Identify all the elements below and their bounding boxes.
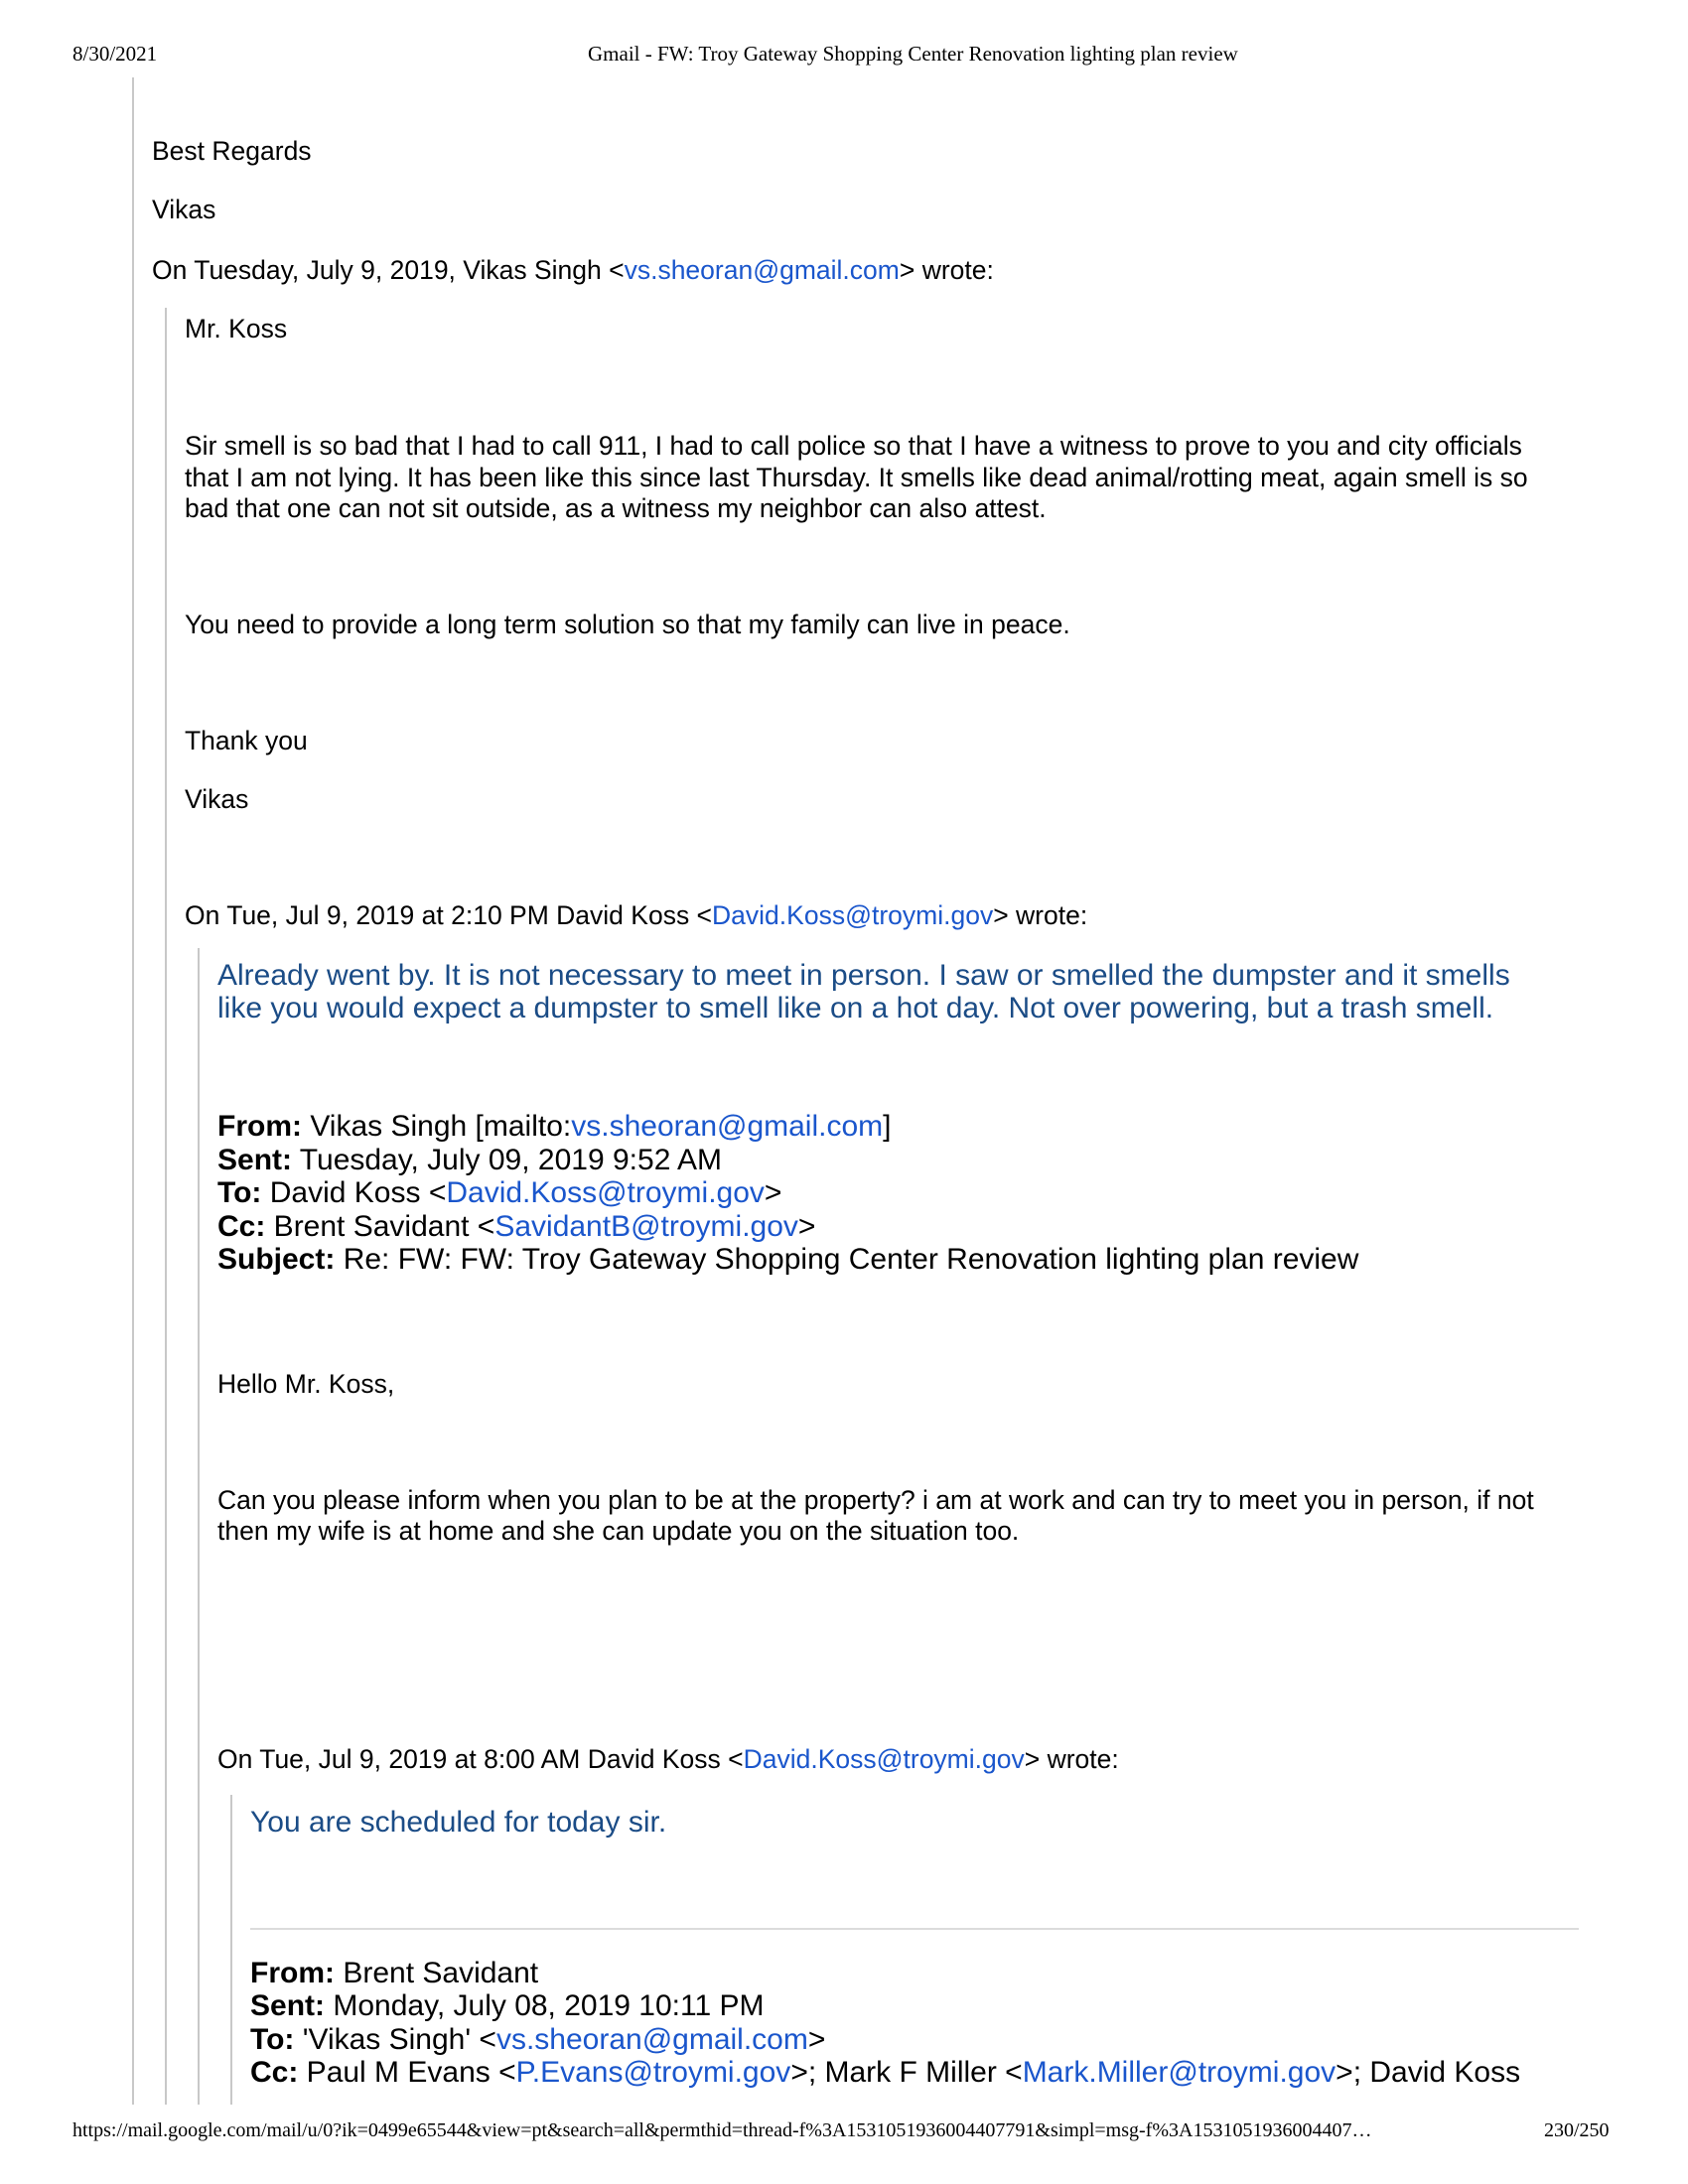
reply-line: You are scheduled for today sir. (250, 1806, 667, 1839)
sent-value: Monday, July 08, 2019 10:11 PM (325, 1989, 765, 2022)
cc-suffix: > (797, 1210, 816, 1243)
signature: Vikas (152, 195, 216, 224)
to-value: 'Vikas Singh' < (294, 2023, 496, 2056)
to-suffix: > (807, 2023, 826, 2056)
separator (250, 1928, 1579, 1930)
header-sent (217, 1144, 722, 1177)
email-link[interactable]: Mark.Miller@troymi.gov (1022, 2056, 1336, 2089)
cc-value: Paul M Evans < (298, 2056, 516, 2089)
email-link[interactable]: David.Koss@troymi.gov (712, 900, 994, 930)
quote-header-prefix: On Tue, Jul 9, 2019 at 2:10 PM David Koss < (185, 900, 713, 930)
subject-value: Re: FW: FW: Troy Gateway Shopping Center Renovation lighting plan review (335, 1243, 1359, 1276)
quote-bar-level-3 (198, 948, 200, 2105)
signature: Vikas (185, 784, 249, 814)
quote-header-prefix: On Tuesday, July 9, 2019, Vikas Singh < (152, 255, 625, 285)
to-label: To: (217, 1176, 262, 1209)
body-line-1: Can you please inform when you plan to be at the property? i am at work and can try to meet you in person, if not (217, 1485, 1534, 1515)
page-number: 230/250 (1544, 2119, 1610, 2141)
body-line-1: Sir smell is so bad that I had to call 911, I had to call police so that I have a witness to prove to you and city officials (185, 431, 1522, 461)
sent-label: Sent: (217, 1144, 292, 1176)
to-label: To: (250, 2023, 295, 2056)
quote-header-suffix: > wrote: (899, 255, 994, 285)
from-label: From: (250, 1957, 335, 1989)
cc-value: Brent Savidant < (265, 1210, 495, 1243)
header-from (217, 1110, 892, 1144)
quote-header (217, 1744, 1119, 1776)
thanks: Thank you (185, 726, 308, 755)
greeting: Hello Mr. Koss, (217, 1369, 395, 1399)
cc-label: Cc: (250, 2056, 299, 2089)
header-from (250, 1957, 538, 1990)
header-cc (250, 2056, 1520, 2090)
print-date: 8/30/2021 (72, 42, 158, 66)
header-subject (217, 1243, 1358, 1277)
from-value: Vikas Singh [mailto: (302, 1110, 572, 1143)
salutation: Mr. Koss (185, 314, 288, 343)
quote-bar-level-4 (230, 1795, 232, 2105)
sent-value: Tuesday, July 09, 2019 9:52 AM (292, 1144, 723, 1176)
email-link[interactable]: vs.sheoran@gmail.com (495, 2023, 808, 2056)
to-value: David Koss < (261, 1176, 447, 1209)
header-to (217, 1176, 781, 1210)
from-label: From: (217, 1110, 302, 1143)
cc-label: Cc: (217, 1210, 266, 1243)
subject-label: Subject: (217, 1243, 336, 1276)
email-link[interactable]: SavidantB@troymi.gov (494, 1210, 798, 1243)
reply-line-1: Already went by. It is not necessary to meet in person. I saw or smelled the dumpster and it smells (217, 959, 1510, 992)
reply-line-2: like you would expect a dumpster to smell like on a hot day. Not over powering, but a trash smell. (217, 992, 1494, 1024)
print-title: Gmail - FW: Troy Gateway Shopping Center Renovation lighting plan review (588, 42, 1238, 66)
quote-header-suffix: > wrote: (993, 900, 1088, 930)
email-link[interactable]: vs.sheoran@gmail.com (571, 1110, 884, 1143)
email-link[interactable]: David.Koss@troymi.gov (446, 1176, 765, 1209)
cc-mid: >; Mark F Miller < (790, 2056, 1023, 2089)
body-line-2: that I am not lying. It has been like this since last Thursday. It smells like dead animal/rotting meat, again smell is so (185, 463, 1528, 492)
quote-header (185, 900, 1087, 932)
quote-header-suffix: > wrote: (1024, 1744, 1119, 1774)
cc-end: >; David Koss (1336, 2056, 1521, 2089)
email-link[interactable]: P.Evans@troymi.gov (515, 2056, 791, 2089)
header-sent (250, 1989, 765, 2023)
header-to (250, 2023, 825, 2057)
body-line-2: then my wife is at home and she can update you on the situation too. (217, 1516, 1020, 1546)
sent-label: Sent: (250, 1989, 325, 2022)
quote-bar-level-1 (132, 77, 134, 2105)
quote-header-prefix: On Tue, Jul 9, 2019 at 8:00 AM David Koss < (217, 1744, 744, 1774)
email-link[interactable]: vs.sheoran@gmail.com (624, 255, 900, 285)
body-line-3: bad that one can not sit outside, as a witness my neighbor can also attest. (185, 493, 1047, 523)
from-value: Brent Savidant (335, 1957, 539, 1989)
quote-bar-level-2 (165, 308, 167, 2105)
closing-regards: Best Regards (152, 136, 312, 166)
from-suffix: ] (883, 1110, 892, 1143)
quote-header (152, 255, 994, 287)
email-link[interactable]: David.Koss@troymi.gov (743, 1744, 1025, 1774)
to-suffix: > (764, 1176, 782, 1209)
print-url: https://mail.google.com/mail/u/0?ik=0499e65544&view=pt&search=all&permthid=thread-f%3A1531051936004407791&simpl=msg-f%3A1531051936004407… (72, 2119, 1372, 2141)
header-cc (217, 1210, 815, 1244)
request-line: You need to provide a long term solution so that my family can live in peace. (185, 610, 1070, 639)
